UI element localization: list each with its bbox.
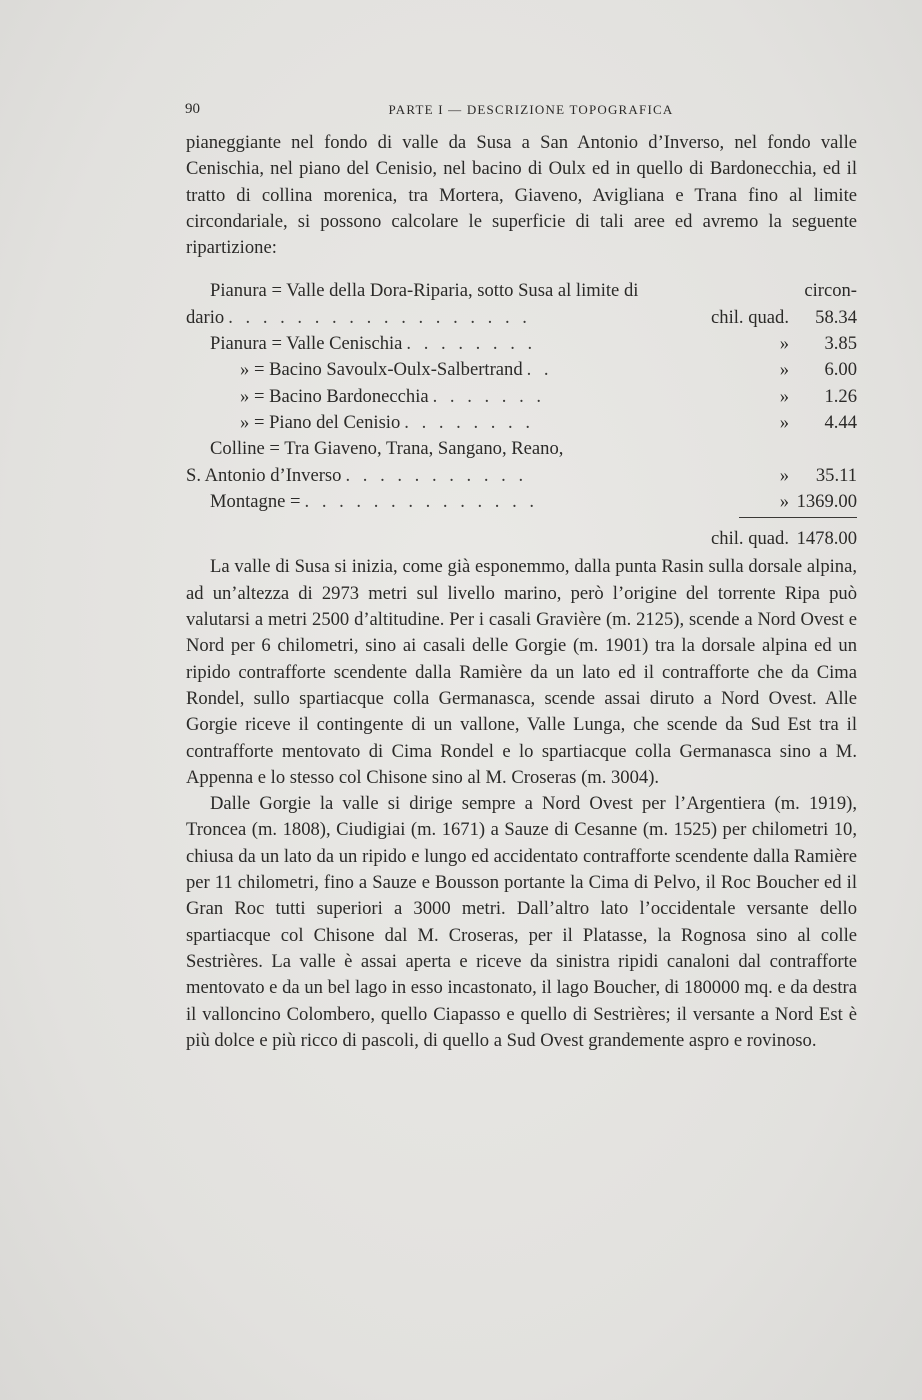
total-unit: chil. quad. (711, 528, 789, 550)
page-number: 90 (185, 101, 200, 117)
row-unit: » (779, 464, 789, 486)
row-label: Pianura = Valle Cenischia (210, 333, 403, 355)
row-unit: » (779, 411, 789, 433)
leader-dots: . . . . . . . (432, 385, 546, 407)
row-value: 35.11 (815, 464, 857, 486)
leader-dots: . . . . . . . . (404, 411, 534, 433)
leader-dots: . . (526, 359, 553, 381)
total-value: 1478.00 (796, 528, 857, 550)
row-value: 1369.00 (796, 490, 857, 512)
table-row (186, 436, 857, 462)
row-unit: » (779, 359, 789, 381)
table-row (186, 463, 857, 489)
sum-rule (739, 517, 857, 518)
row-value: 3.85 (824, 333, 857, 355)
row-value: 58.34 (815, 306, 857, 328)
table-intro-right: circon- (804, 280, 857, 302)
row-unit: » (779, 333, 789, 355)
row-value: 6.00 (824, 359, 857, 381)
row-label: » = Bacino Savoulx-Oulx-Salbertrand (240, 359, 523, 381)
table-row (186, 331, 857, 357)
row-unit: chil. quad. (711, 306, 789, 328)
running-title: PARTE I — DESCRIZIONE TOPOGRAFICA (388, 102, 674, 117)
row-label: S. Antonio d’Inverso (186, 464, 342, 486)
row-label: » = Piano del Cenisio (240, 411, 401, 433)
paragraph-3: Dalle Gorgie la valle si dirige sempre a Nord Ovest per l’Argentiera (m. 1919), Troncea (m. 1808), Ciudigiai (m. 1671) a Sauze di Cesanne (m. 1525) per chilometri 10, chiusa da un lato da un ripido e lungo ed accidentato contrafforte scendente dalla Ramière per 11 chilometri, fino a Sauze e Bousson portante la Cima di Pelvo, il Roc Boucher ed il Gran Roc tutti superiori a 3000 metri. Dall’altro lato l’occidentale versante dello spartiacque col Chisone dal M. Croseras, per il Platasse, la Rognosa sino al colle Sestrières. La valle è assai aperta e riceve da sinistra ripidi canaloni dal contrafforte mentovato e da un bel lago in esso incastonato, il lago Boucher, di 180000 mq. e da destra il valloncino Colombero, quello Ciapasso e quello di Sestrières; il versante a Nord Est è più dolce e più ricco di pascoli, di quello a Sud Ovest grandemente aspro e rovinoso. (186, 793, 857, 1051)
table-row (186, 357, 857, 383)
leader-dots: . . . . . . . . . . . . . . . . . . (228, 306, 531, 328)
row-value: 1.26 (824, 385, 857, 407)
running-header (185, 101, 857, 123)
row-unit: » (779, 490, 789, 512)
leader-dots: . . . . . . . . . . . (345, 464, 528, 486)
row-label: Montagne = (210, 490, 301, 512)
table-intro-left: Pianura = Valle della Dora-Riparia, sotto Susa al limite di (210, 280, 639, 302)
table-total-row (186, 526, 857, 552)
leader-dots: . . . . . . . . . . . . . . (304, 490, 539, 512)
leader-dots: . . . . . . . . (406, 333, 537, 355)
row-label: dario (186, 306, 225, 328)
row-label: » = Bacino Bardonecchia (240, 385, 429, 407)
row-label: Colline = Tra Giaveno, Trana, Sangano, Reano, (210, 438, 564, 460)
paragraph-1: pianeggiante nel fondo di valle da Susa a San Antonio d’Inverso, nel fondo valle Cenischia, nel piano del Cenisio, nel bacino di Oulx ed in quello di Bardonecchia, ed il tratto di collina morenica, tra Mortera, Giaveno, Avigliana e Trana fino al limite circondariale, si possono calcolare le superficie di tali aree ed avremo la seguente ripartizione: (186, 132, 857, 259)
paragraph-2: La valle di Susa si inizia, come già esponemmo, dalla punta Rasin sulla dorsale alpina, ad un’altezza di 2973 metri sul livello marino, però l’origine del torrente Ripa può valutarsi a metri 2500 d’altitudine. Per i casali Gravière (m. 2125), scende a Nord Ovest e Nord per 6 chilometri, sino ai casali delle Gorgie (m. 1901) tra la dorsale alpina ed un ripido contrafforte scendente dalla Ramière da un lato ed il contrafforte che da Cima Rondel, sullo spartiacque colla Germanasca, scende assai diruto a Nord Ovest. Alle Gorgie riceve il contingente di un vallone, Valle Lunga, che scende da Sud Est tra il contrafforte mentovato di Cima Rondel e lo spartiacque colla Germanasca sino a M. Appenna e lo stesso col Chisone sino al M. Croseras (m. 3004). (186, 556, 857, 788)
area-table (186, 278, 857, 552)
row-value: 4.44 (824, 411, 857, 433)
body-text (186, 130, 857, 1054)
table-row (186, 489, 857, 515)
table-row (186, 410, 857, 436)
table-intro-row (186, 278, 857, 304)
table-row (186, 305, 857, 331)
table-row (186, 384, 857, 410)
row-unit: » (779, 385, 789, 407)
